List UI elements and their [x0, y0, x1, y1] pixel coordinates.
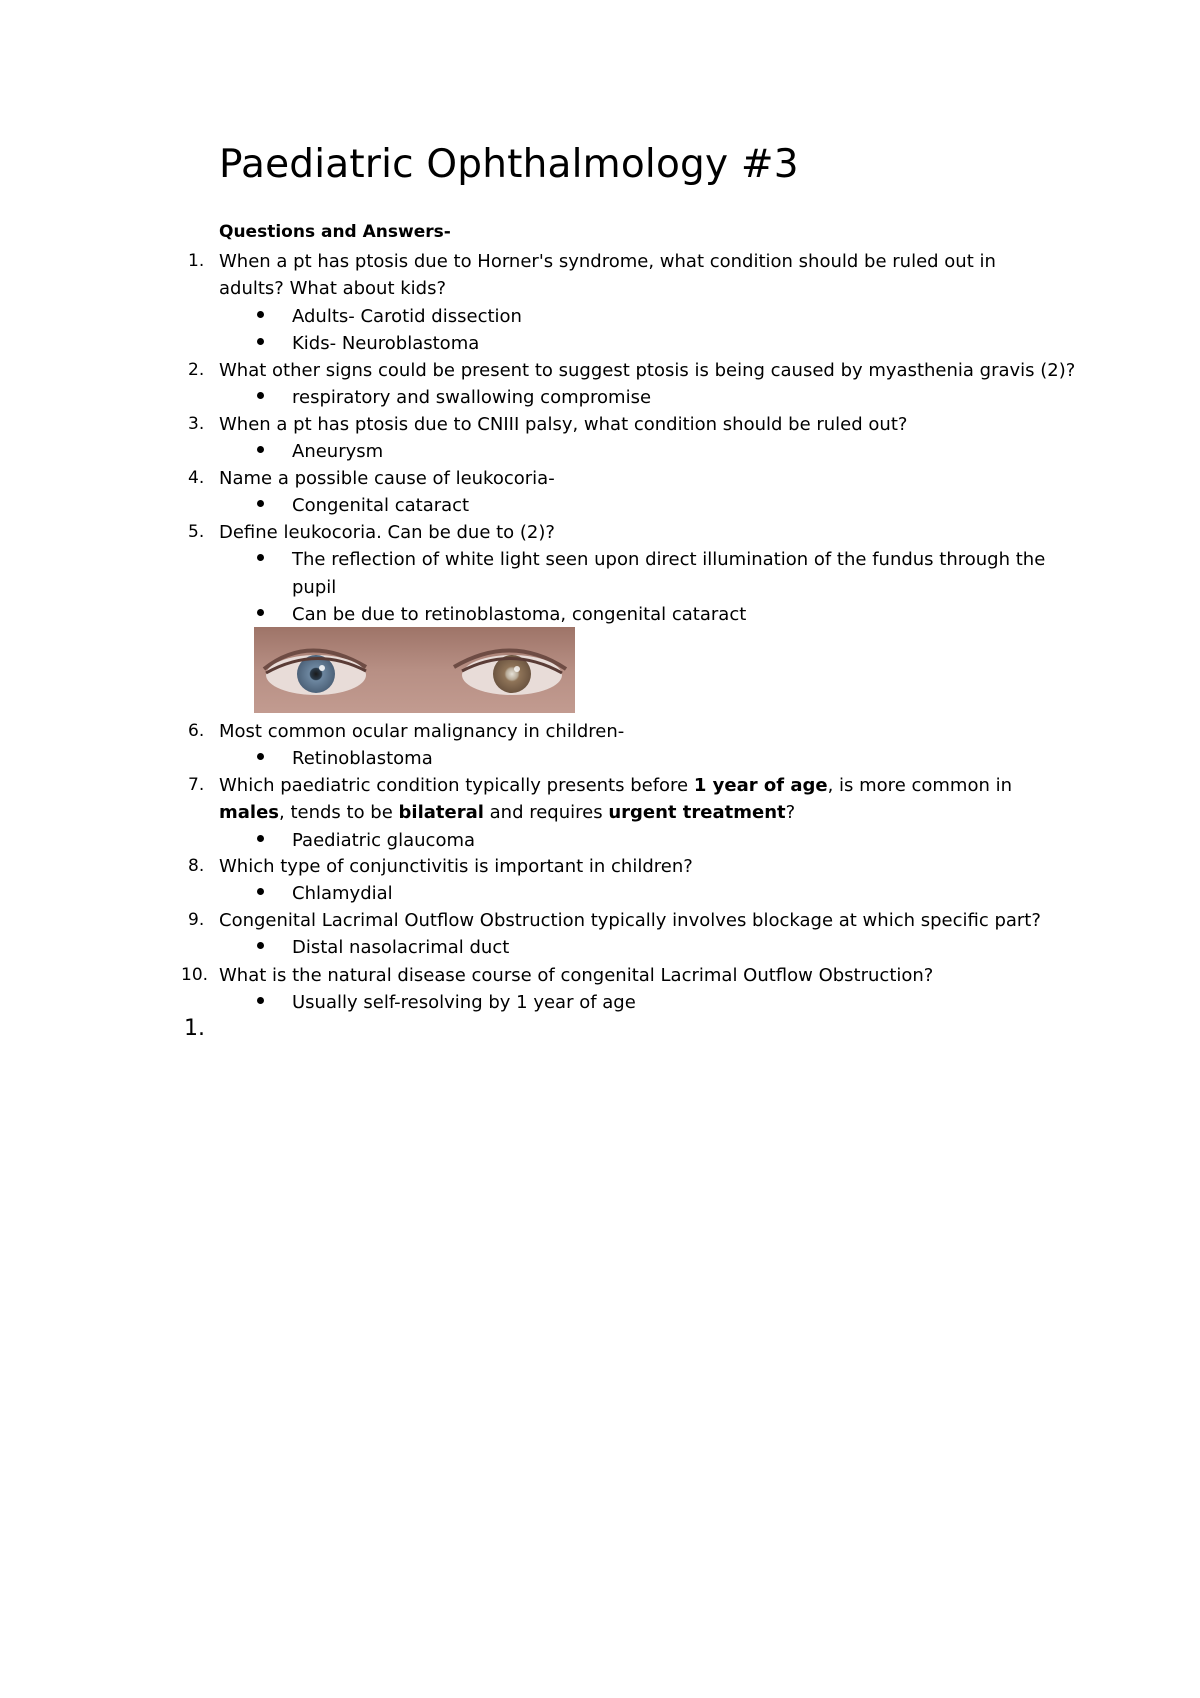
question-segment: When a pt has ptosis due to Horner's syndrome, what condition should be ruled out in: [219, 251, 996, 272]
question-text: [219, 465, 555, 492]
question-segment: adults? What about kids?: [219, 278, 447, 300]
question-segment: , is more common in: [827, 775, 1013, 796]
answer-text: Adults- Carotid dissection: [292, 305, 522, 327]
bullet-icon: [257, 554, 264, 561]
question-segment: What is the natural disease course of congenital Lacrimal Outflow Obstruction?: [219, 965, 934, 986]
answer-text: Congenital cataract: [292, 495, 470, 517]
bullet-icon: [257, 835, 264, 842]
bullet-icon: [257, 392, 264, 399]
question-text: [219, 853, 693, 880]
question-segment: When a pt has ptosis due to CNIII palsy, what condition should be ruled out?: [219, 414, 908, 435]
page-title: Paediatric Ophthalmology #3: [219, 142, 799, 187]
answer-text: Chlamydial: [292, 883, 393, 905]
question-segment: ?: [785, 802, 796, 824]
leukocoria-eyes-photo: [254, 627, 575, 713]
question-emphasis: bilateral: [398, 802, 484, 824]
question-number: 9.: [188, 910, 205, 930]
bullet-icon: [257, 500, 264, 507]
question-number: 6.: [188, 721, 205, 741]
bullet-icon: [257, 942, 264, 949]
question-segment: and requires: [483, 802, 609, 824]
left-eye-highlight: [319, 665, 325, 671]
question-number: 10.: [181, 965, 209, 985]
question-text: [219, 357, 1075, 384]
answer-text: Distal nasolacrimal duct: [292, 937, 510, 959]
bullet-icon: [257, 338, 264, 345]
question-text: [219, 411, 907, 438]
question-emphasis: 1 year of age: [693, 775, 828, 796]
question-text: [219, 772, 1012, 799]
answer-text: Can be due to retinoblastoma, congenital cataract: [292, 603, 747, 625]
trailing-list-number: 1.: [184, 1016, 205, 1041]
question-text: [219, 907, 1041, 934]
answer-text: pupil: [292, 576, 337, 598]
question-text: [219, 519, 555, 546]
question-segment: Which type of conjunctivitis is important in children?: [219, 856, 693, 877]
question-number: 2.: [188, 360, 205, 380]
bullet-icon: [257, 888, 264, 895]
bullet-icon: [257, 311, 264, 318]
bullet-icon: [257, 609, 264, 616]
question-text: [219, 962, 933, 989]
answer-text: Kids- Neuroblastoma: [292, 332, 480, 354]
question-number: 3.: [188, 414, 205, 434]
question-emphasis: males: [219, 802, 279, 824]
answer-text: Retinoblastoma: [292, 748, 433, 770]
answer-text: Usually self-resolving by 1 year of age: [292, 992, 636, 1014]
question-emphasis: urgent treatment: [608, 802, 786, 824]
answer-text: Aneurysm: [292, 441, 384, 463]
question-segment: Define leukocoria. Can be due to (2)?: [219, 522, 555, 543]
answer-text: The reflection of white light seen upon direct illumination of the fundus through the: [292, 549, 1046, 571]
question-segment: Most common ocular malignancy in children-: [219, 721, 625, 742]
question-number: 5.: [188, 522, 205, 542]
question-segment: , tends to be: [279, 802, 399, 824]
bullet-icon: [257, 446, 264, 453]
question-number: 1.: [188, 251, 205, 271]
question-number: 4.: [188, 468, 205, 488]
question-text: [219, 248, 996, 275]
question-number: 7.: [188, 775, 205, 795]
answer-text: respiratory and swallowing compromise: [292, 387, 652, 409]
question-segment: Name a possible cause of leukocoria-: [219, 468, 555, 489]
question-text: [219, 718, 624, 745]
question-text: [219, 799, 795, 826]
bullet-icon: [257, 997, 264, 1004]
section-heading: Questions and Answers-: [219, 222, 451, 242]
question-segment: Which paediatric condition typically presents before: [219, 775, 694, 796]
answer-text: Paediatric glaucoma: [292, 829, 476, 851]
question-number: 8.: [188, 856, 205, 876]
bullet-icon: [257, 753, 264, 760]
question-segment: What other signs could be present to suggest ptosis is being caused by myasthenia gravis (2)?: [219, 360, 1076, 381]
question-text: [219, 275, 446, 302]
right-eye-highlight: [514, 666, 520, 672]
question-segment: Congenital Lacrimal Outflow Obstruction typically involves blockage at which specific part?: [219, 910, 1041, 931]
